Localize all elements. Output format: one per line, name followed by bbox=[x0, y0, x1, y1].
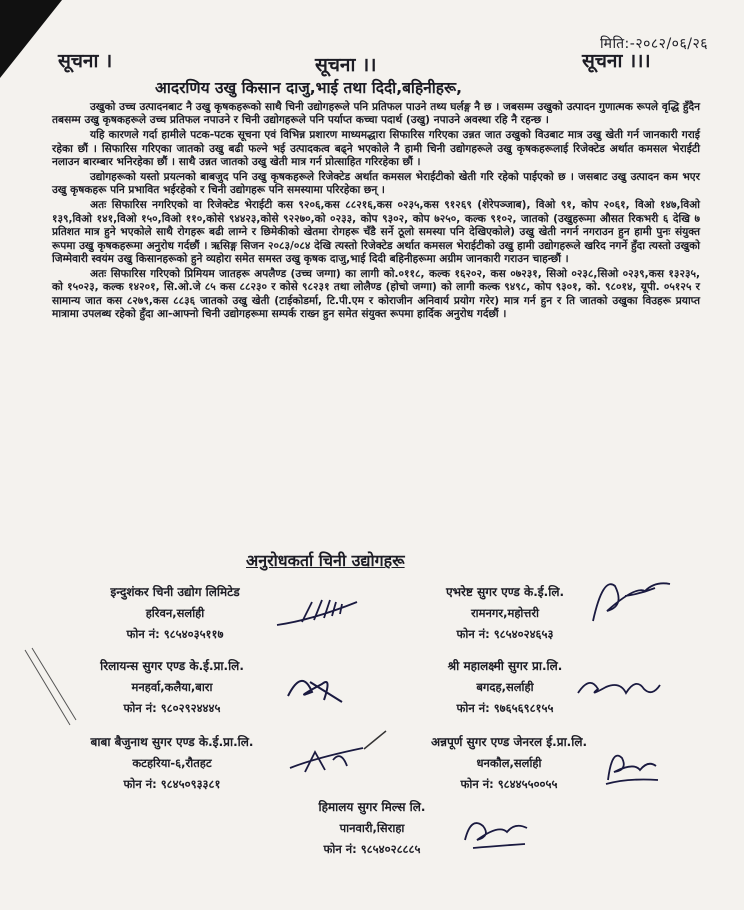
paragraph-1: उखुको उच्च उत्पादनबाट नै उखु कृषकहरूको साथै चिनी उद्योगहरूले पनि प्रतिफल पाउने तथ्य घर्लङ्ग नै छ । जबसम्म उखुको उत्पादन गुणात्मक रूपले वृद्धि हुँदैन तबसम्म उखु कृषकहरूले उच्च प्रतिफल नपाउने र चिनी उद्योगहरूले पनि पर्याप्त कच्चा पदार्थ (उखु) नपाउने अवस्था रहि नै रहन्छ । bbox=[52, 101, 700, 127]
company-address: पानवारी,सिराहा bbox=[339, 821, 405, 835]
company-name: बाबा बैजुनाथ सुगर एण्ड के.ई.प्रा.लि. bbox=[90, 735, 254, 749]
page-corner-shadow bbox=[0, 0, 62, 78]
company-name: हिमालय सुगर मिल्स लि. bbox=[318, 800, 426, 814]
company-name: श्री महालक्ष्मी सुगर प्रा.लि. bbox=[447, 659, 563, 673]
company-phone: फोन नं: ९८५४०३५११७ bbox=[126, 627, 224, 641]
signature-7 bbox=[455, 806, 545, 854]
paragraph-3: उद्योगहरूको यस्तो प्रयत्नको बाबजुद पनि उखु कृषकहरूले रिजेक्टेड अर्थात कमसल भेराईटीको खेती गरि रहेको पाईएको छ । जसबाट उखु उत्पादन कम भएर उखु कृषकहरू पनि प्रभावित भईरहेको र चिनी उद्योगहरू पनि समस्यामा परिरहेका छन् । bbox=[52, 171, 700, 197]
paragraph-4: अतः सिफारिस नगरिएको वा रिजेक्टेड भेराईटी कस ९२०६,कस ८८२१६,कस ०२३५,कस ९१२६९ (शेरेपञ्जाब), विओ ९१, कोप २०६१, विओ १४७,विओ १३९,विओ १४१,विओ १५०,विओ ११०,कोसे ९४४२३,कोसे ९२२७०,को ०२३३, कोप ९३०२, कोप ७२५०, कल्क ९१०२, जातको (उखुहरूमा औसत रिकभरी ६ देखि ७ प्रतिशत मात्र हुने भएकोले साथै रोगहरू बढी लाग्ने र छिमेकीको खेतमा रोगहरू चँडै सर्ने ठूलो समस्या पनि देखिएकोले) उखु खेती नगर्न नगराउन हुन हामी पुनः संयुक्त रूपमा उखु कृषकहरूमा अनुरोध गर्दछौं । ऋसिङ्ग सिजन २०८३/०८४ देखि त्यस्तो रिजेक्टेड अर्थात कमसल भेराईटीको उखु हामी उद्योगहरूले खरिद नगर्ने हुँदा त्यस्तो उखुको जिम्मेवारी स्वयंम उखु किसानहरूको हुने व्यहोरा समेत समस्त उखु कृषक दाजु,भाई दिदी बहिनीहरूमा अग्रीम जानकारी गराउन चाहन्छौं । bbox=[52, 199, 700, 265]
company-block-5 bbox=[62, 732, 282, 795]
company-address: हरिवन,सर्लाही bbox=[145, 606, 205, 620]
company-block-3 bbox=[62, 656, 282, 719]
notice-heading-center: सूचना ।। bbox=[315, 54, 377, 76]
company-block-7 bbox=[272, 797, 472, 860]
requesters-title: अनुरोधकर्ता चिनी उद्योगहरू bbox=[246, 551, 405, 570]
tick-mark bbox=[360, 725, 390, 755]
paragraph-5: अतः सिफारिस गरिएको प्रिमियम जातहरू अपलैण्ड (उच्च जग्गा) का लागी को.०११८, कल्क १६२०२, कस ०७२३१, सिओ ०२३८,सिओ ०२३९,कस १३२३५, को १५०२३, कल्क १४२०१, सि.ओ.जे ८५ कस ८८२३० र कोसे ९८२३१ तथा लोलैण्ड (होचो जग्गा) को लागी कल्क ९४९८, कोप ९३०१, को. ९८०१४, यूपी. ०५१२५ र सामान्य जात कस ८२७९,कस ८८३६ जातको उखु खेती (टाईकोडर्मा, टि.पी.एम र कोराजीन अनिवार्य प्रयोग गरेर) मात्र गर्न हुन र ति जातको उखुका विउहरू प्रयाप्त मात्रामा उपलब्ध रहेको हुँदा आ-आफ्नो चिनी उद्योगहरूमा सम्पर्क राख्न हुन समेत संयुक्त रूपमा हार्दिक अनुरोध गर्दछौं । bbox=[52, 267, 700, 321]
company-block-1 bbox=[70, 582, 280, 645]
company-address: धनकौल,सर्लाही bbox=[476, 756, 542, 770]
paragraph-2: यहि कारणले गर्दा हामीले पटक-पटक सूचना एवं विभिन्न प्रशारण माध्यमद्धारा सिफारिस गरिएका उन्नत जात उखुको विउबाट मात्र उखु खेती गर्न जानकारी गराई रहेका छौं । सिफारिस गरिएका जातको उखु बढी फल्ने भई उत्पादकत्व बढ्ने भएकोले नै हामी चिनी उद्योगहरूले उखु कृषकहरूलाई रिजेक्टेड अर्थात कमसल भेराईटी नलाउन बारम्बार भनिरहेका छौं । साथै उन्नत जातको उखु खेती मात्र गर्न प्रोत्साहित गरिरहेका छौं । bbox=[52, 129, 700, 169]
signature-3 bbox=[282, 662, 352, 710]
notice-heading-left: सूचना । bbox=[58, 50, 113, 72]
company-address: रामनगर,महोत्तरी bbox=[470, 606, 540, 620]
company-name: एभरेष्ट सुगर एण्ड के.ई.लि. bbox=[445, 585, 565, 599]
signature-6 bbox=[598, 740, 668, 788]
company-phone: फोन नं: ९८५४०२४६५३ bbox=[456, 627, 554, 641]
company-phone: फोन नं: ९७६५६९८१५५ bbox=[456, 701, 554, 715]
notice-body bbox=[52, 101, 700, 323]
company-name: अन्नपूर्ण सुगर एण्ड जेनरल ई.प्रा.लि. bbox=[430, 735, 588, 749]
company-address: बगदह,सर्लाही bbox=[476, 680, 534, 694]
company-name: रिलायन्स सुगर एण्ड के.ई.प्रा.लि. bbox=[100, 659, 244, 673]
company-name: इन्दुशंकर चिनी उद्योग लिमिटेड bbox=[110, 585, 240, 599]
company-block-6 bbox=[395, 732, 623, 795]
company-phone: फोन नं: ९८४४५५००५५ bbox=[460, 777, 558, 791]
signature-2 bbox=[585, 566, 685, 626]
signature-4 bbox=[570, 663, 670, 708]
salutation: आदरणिय उखु किसान दाजु,भाई तथा दिदी,बहिनीहरू, bbox=[155, 79, 462, 97]
company-address: कटहरिया-६,रौतहट bbox=[132, 756, 212, 770]
company-phone: फोन नं: ९८०२९२४४४५ bbox=[123, 701, 221, 715]
company-block-2 bbox=[405, 582, 605, 645]
margin-pencil-mark bbox=[20, 640, 80, 740]
signature-1 bbox=[272, 590, 372, 640]
company-phone: फोन नं: ९८४५०९३३८१ bbox=[123, 777, 221, 791]
company-address: मनहर्वा,कलैया,बारा bbox=[131, 680, 213, 694]
notice-heading-right: सूचना ।।। bbox=[582, 50, 651, 72]
notice-date: मिति:-२०८२/०६/२६ bbox=[599, 36, 708, 52]
company-phone: फोन नं: ९८५४०२८८८५ bbox=[323, 842, 421, 856]
